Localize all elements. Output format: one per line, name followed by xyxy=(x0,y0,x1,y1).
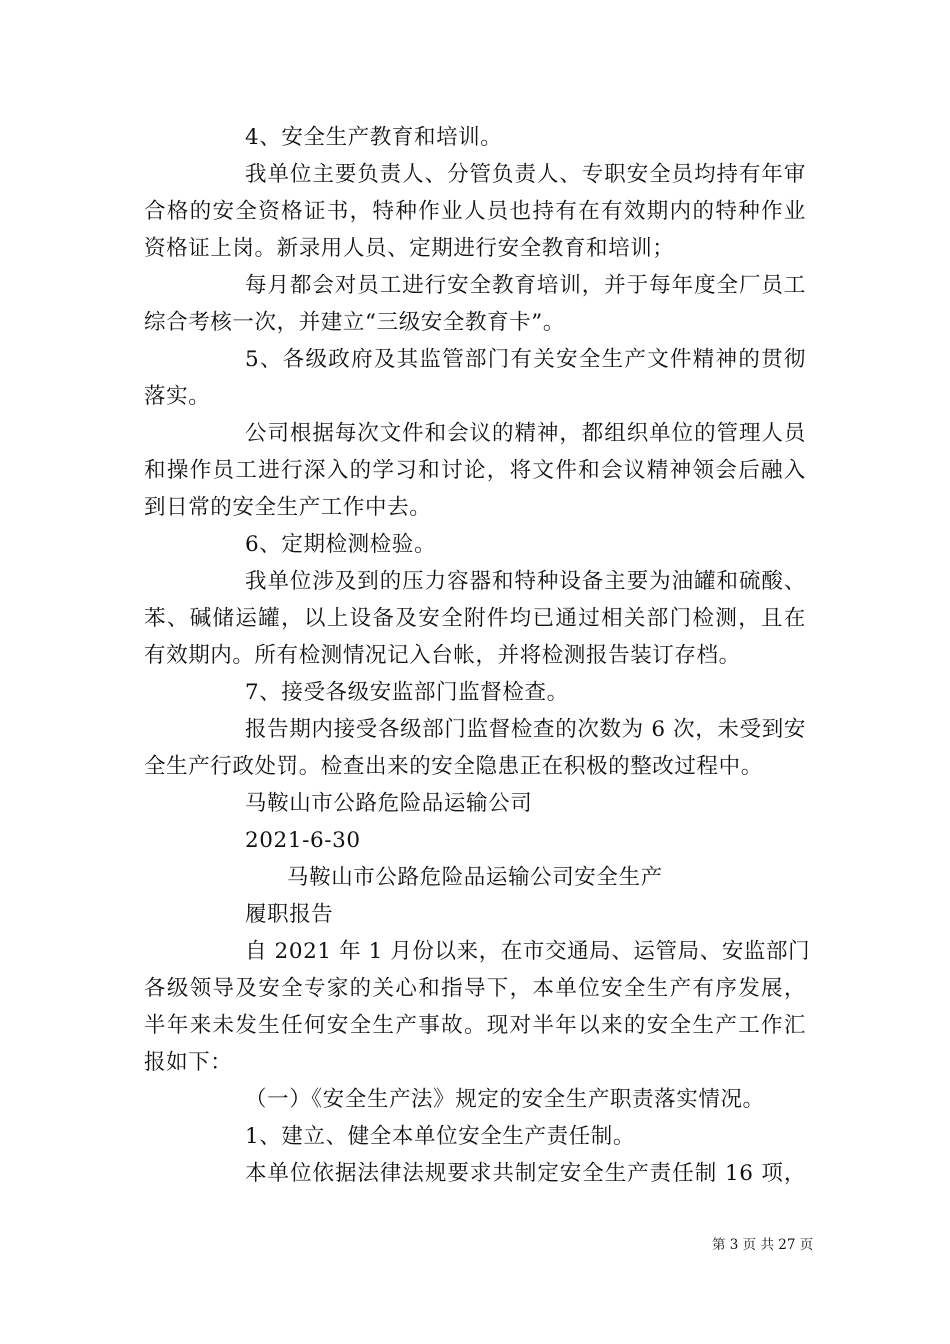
signature-date: 2021-6-30 xyxy=(245,828,361,853)
section-heading-1: 1、建立、健全本单位安全生产责任制。 xyxy=(245,1124,635,1149)
paragraph-line: 各级领导及安全专家的关心和指导下，本单位安全生产有序发展， xyxy=(144,976,806,1001)
paragraph-line: 半年来未发生任何安全生产事故。现对半年以来的安全生产工作汇 xyxy=(144,1013,806,1038)
paragraph-line: 自 2021 年 1 月份以来，在市交通局、运管局、安监部门 xyxy=(245,939,811,964)
section-heading-6: 6、定期检测检验。 xyxy=(245,532,437,557)
page-number-footer: 第 3 页 共 27 页 xyxy=(712,1237,814,1253)
paragraph-line: 有效期内。所有检测情况记入台帐，并将检测报告装订存档。 xyxy=(144,643,741,668)
paragraph-line: 资格证上岗。新录用人员、定期进行安全教育和培训； xyxy=(144,236,675,261)
paragraph-line: 报如下： xyxy=(144,1050,233,1075)
paragraph-line: 全生产行政处罚。检查出来的安全隐患正在积极的整改过程中。 xyxy=(144,754,763,779)
signature-company: 马鞍山市公路危险品运输公司 xyxy=(245,791,533,816)
paragraph-line: 本单位依据法律法规要求共制定安全生产责任制 16 项， xyxy=(245,1161,806,1186)
report-title-cont: 履职报告 xyxy=(245,902,334,927)
paragraph-line: 报告期内接受各级部门监督检查的次数为 6 次，未受到安 xyxy=(245,717,806,742)
paragraph-line: 苯、碱储运罐，以上设备及安全附件均已通过相关部门检测，且在 xyxy=(144,606,806,631)
paragraph-line: 我单位主要负责人、分管负责人、专职安全员均持有年审 xyxy=(245,162,806,187)
paragraph-line: 和操作员工进行深入的学习和讨论，将文件和会议精神领会后融入 xyxy=(144,458,806,483)
section-heading-4: 4、安全生产教育和培训。 xyxy=(245,125,503,150)
paragraph-line: 公司根据每次文件和会议的精神，都组织单位的管理人员 xyxy=(245,421,806,446)
section-heading-5: 5、各级政府及其监管部门有关安全生产文件精神的贯彻 xyxy=(245,347,806,372)
paragraph-line: 到日常的安全生产工作中去。 xyxy=(144,495,432,520)
report-title: 马鞍山市公路危险品运输公司安全生产 xyxy=(287,865,663,890)
paragraph-line: 每月都会对员工进行安全教育培训，并于每年度全厂员工 xyxy=(245,273,806,298)
section-heading-5-cont: 落实。 xyxy=(144,384,211,409)
section-heading-7: 7、接受各级安监部门监督检查。 xyxy=(245,680,569,705)
paragraph-line: 合格的安全资格证书，特种作业人员也持有在有效期内的特种作业 xyxy=(144,199,806,224)
subsection-heading: （一）《安全生产法》规定的安全生产职责落实情况。 xyxy=(245,1087,765,1112)
paragraph-line: 我单位涉及到的压力容器和特种设备主要为油罐和硫酸、 xyxy=(245,569,806,594)
paragraph-line: 综合考核一次，并建立“三级安全教育卡”。 xyxy=(144,310,565,335)
